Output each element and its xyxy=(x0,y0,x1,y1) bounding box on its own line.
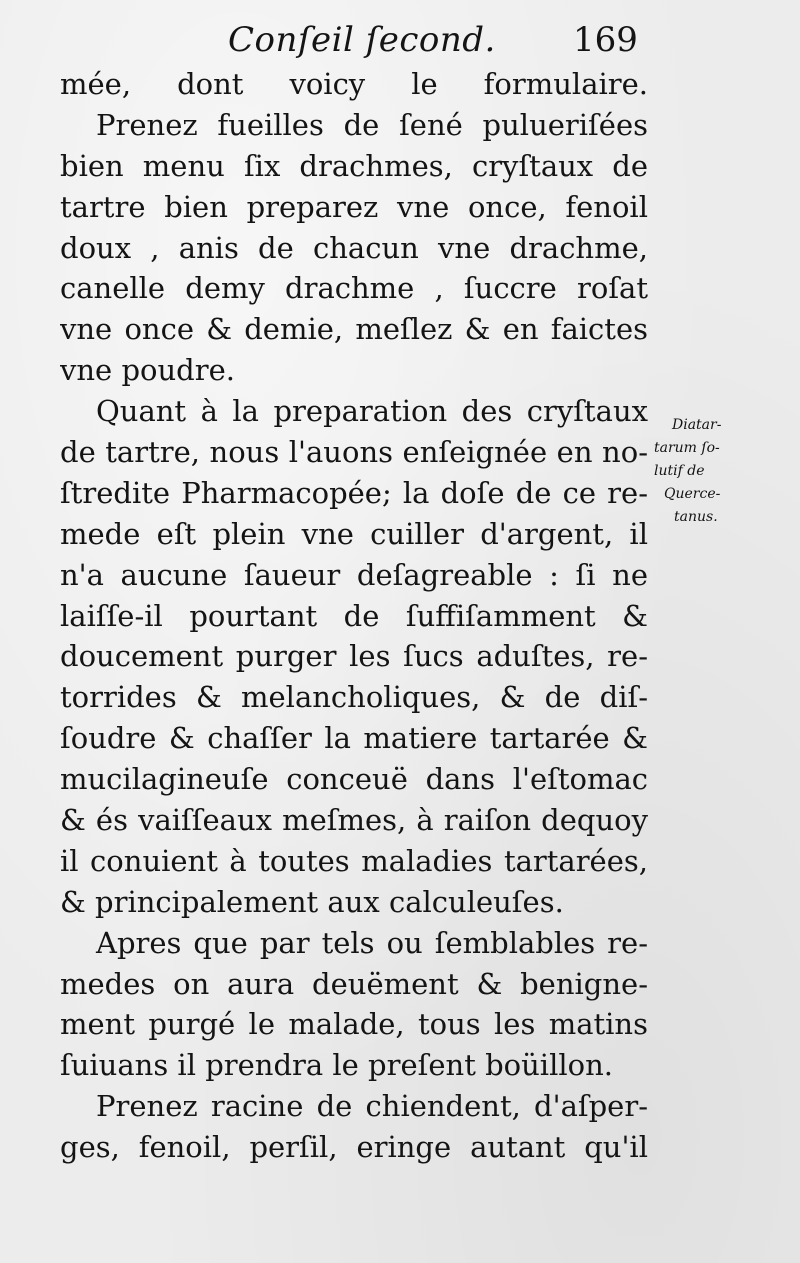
text-line: & principalement aux calculeuſes. xyxy=(60,884,564,919)
text-line: n'a aucune ſaueur deſagreable : ſi ne xyxy=(60,557,648,592)
text-line: canelle demy drachme , ſuccre roſat xyxy=(60,271,648,306)
text-line: laiſſe-il pourtant de ſuffiſamment & xyxy=(60,598,648,633)
text-line: Quant à la preparation des cryſtaux xyxy=(96,394,648,429)
text-line: de tartre, nous l'auons enſeignée en no- xyxy=(60,435,648,470)
text-line: Apres que par tels ou ſemblables re- xyxy=(96,925,648,960)
text-line: ſoudre & chaſſer la matiere tartarée & xyxy=(60,721,648,756)
text-line: mucilagineuſe conceuë dans l'eſtomac xyxy=(60,762,648,797)
text-line: ges, fenoil, perſil, eringe autant qu'il xyxy=(60,1130,648,1165)
margin-note-line: Diatar- xyxy=(672,417,722,433)
text-line: Prenez racine de chiendent, d'aſper- xyxy=(96,1089,648,1124)
text-line: bien menu ſix drachmes, cryſtaux de xyxy=(60,148,648,183)
text-line: vne poudre. xyxy=(60,353,235,388)
text-line: torrides & melancholiques, & de diſ- xyxy=(60,680,648,715)
text-line: & és vaiſſeaux meſmes, à raiſon dequoy xyxy=(60,803,648,838)
page-number: 169 xyxy=(573,20,638,60)
text-line: medes on aura deuëment & benigne- xyxy=(60,966,648,1001)
text-line: tartre bien preparez vne once, fenoil xyxy=(60,189,648,224)
text-line: mede eſt plein vne cuiller d'argent, il xyxy=(60,516,648,551)
page-header xyxy=(0,18,800,66)
text-line: doux , anis de chacun vne drachme, xyxy=(60,230,648,265)
text-line: vne once & demie, meſlez & en faictes xyxy=(60,312,648,347)
body-text xyxy=(60,64,648,1168)
text-line: doucement purger les ſucs aduſtes, re- xyxy=(60,639,648,674)
margin-note-line: lutif de xyxy=(654,463,705,479)
running-title: Conſeil ſecond. xyxy=(228,20,496,60)
margin-note xyxy=(654,414,744,529)
margin-note-line: tanus. xyxy=(674,509,718,525)
text-line: ſtredite Pharmacopée; la doſe de ce re- xyxy=(60,475,648,510)
margin-note-line: Querce- xyxy=(664,486,721,502)
text-line: il conuient à toutes maladies tartarées, xyxy=(60,843,648,878)
text-line: mée, dont voicy le formulaire. xyxy=(60,67,648,101)
text-line: ment purgé le malade, tous les matins xyxy=(60,1007,648,1042)
text-line: Prenez fueilles de ſené pulueriſées xyxy=(96,107,648,142)
margin-note-line: tarum ſo- xyxy=(654,440,720,456)
text-line: ſuiuans il prendra le preſent boüillon. xyxy=(60,1048,613,1083)
